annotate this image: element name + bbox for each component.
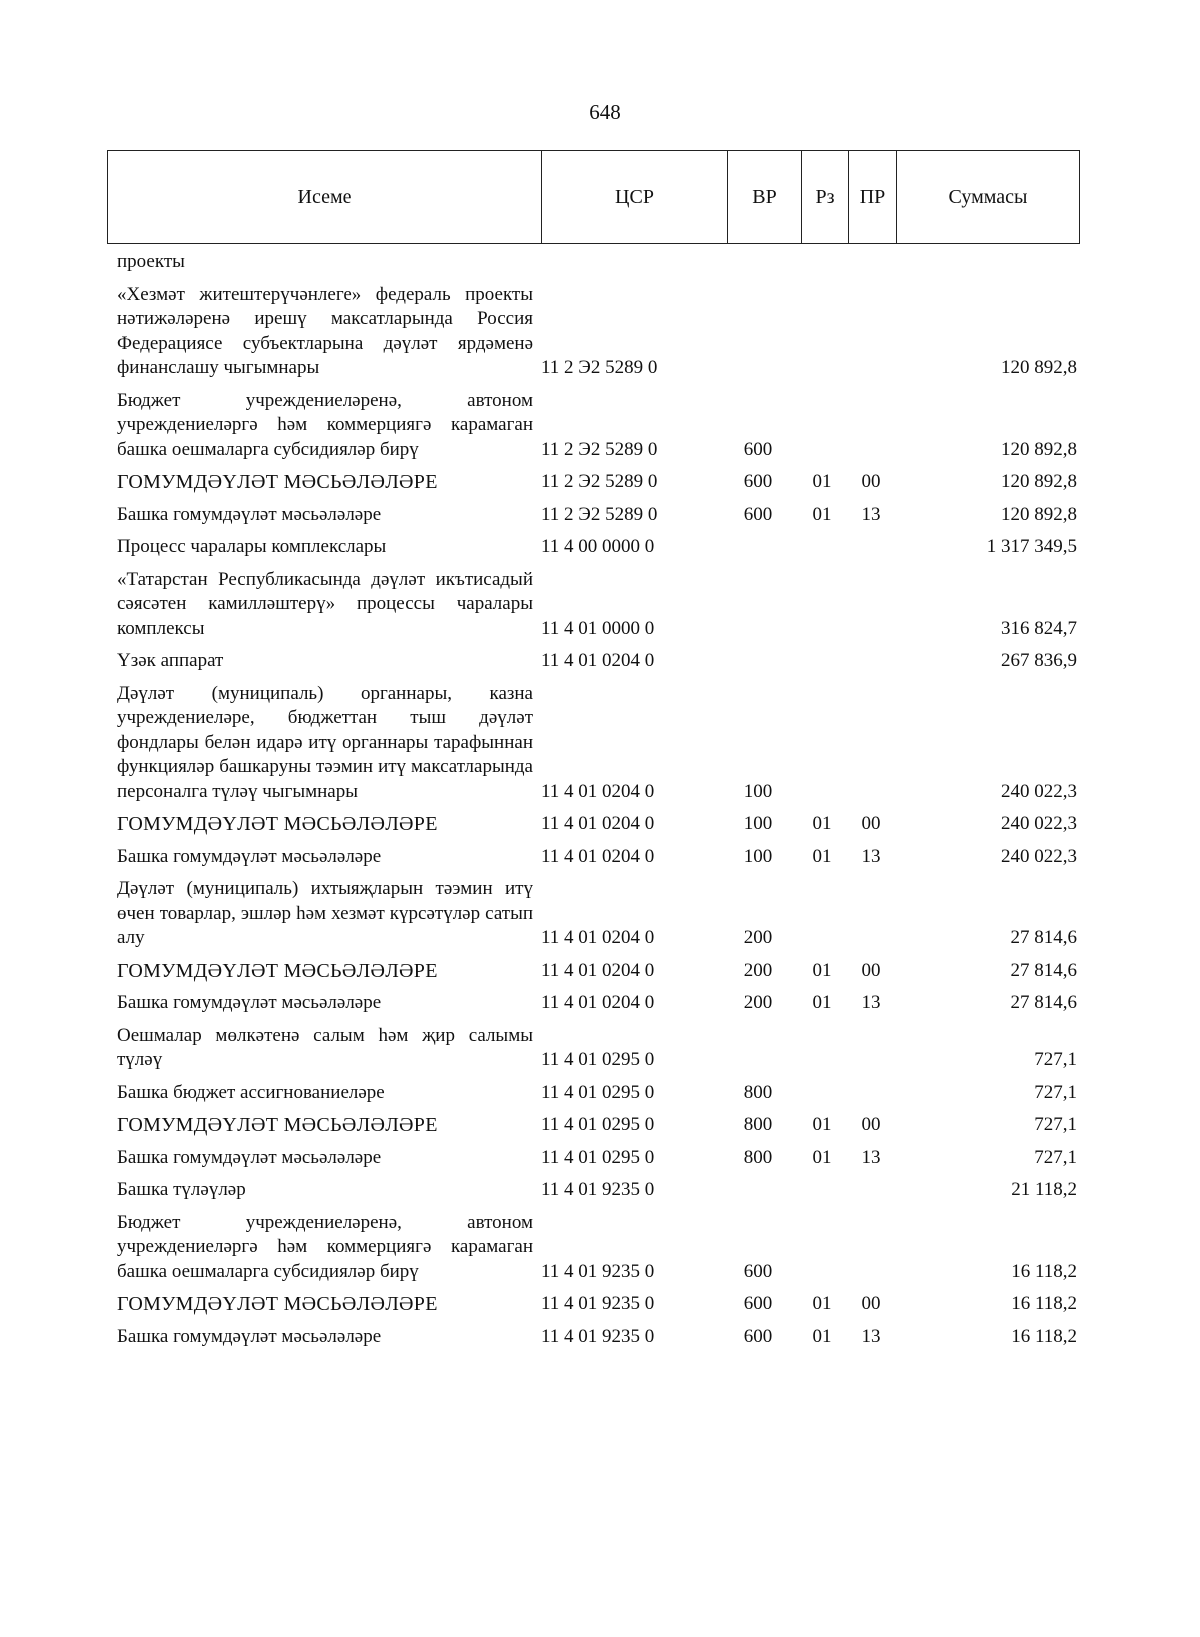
table-row bbox=[117, 467, 1077, 500]
row-vr-cell: 100 bbox=[743, 813, 773, 834]
row-csr-cell: 11 4 01 0204 0 bbox=[541, 845, 655, 867]
row-rz-cell: 01 bbox=[812, 1114, 832, 1135]
header-pr: ПР bbox=[849, 151, 897, 244]
row-pr-cell bbox=[847, 1021, 895, 1078]
table-row bbox=[117, 1289, 1077, 1322]
row-sum-cell: 727,1 bbox=[1034, 1081, 1077, 1103]
row-vr-cell: 600 bbox=[743, 1260, 773, 1282]
row-pr-cell: 00 bbox=[861, 1293, 881, 1314]
row-sum-cell: 16 118,2 bbox=[1011, 1260, 1077, 1282]
row-pr-cell bbox=[847, 565, 895, 647]
row-sum-cell: 27 814,6 bbox=[1010, 992, 1077, 1013]
row-pr-cell bbox=[847, 280, 895, 386]
row-name-cell: Үзәк аппарат bbox=[117, 650, 224, 671]
row-sum-cell: 120 892,8 bbox=[1001, 438, 1077, 460]
row-name-cell: «Татарстан Республикасында дәүләт икътисадый сәясәтен камилләштерү» процессы чаралары комплексы bbox=[117, 568, 533, 639]
row-csr-cell: 11 4 01 9235 0 bbox=[541, 1260, 655, 1282]
row-sum-cell: 727,1 bbox=[1034, 1049, 1077, 1070]
row-csr-cell: 11 2 Э2 5289 0 bbox=[541, 357, 658, 378]
row-pr-cell bbox=[847, 1078, 895, 1111]
row-vr-cell: 600 bbox=[743, 503, 773, 525]
row-name-cell: Башка гомумдәүләт мәсьәләләре bbox=[117, 1146, 382, 1168]
row-pr-cell bbox=[847, 1208, 895, 1290]
row-csr-cell: 11 2 Э2 5289 0 bbox=[541, 471, 658, 492]
row-rz-cell bbox=[797, 1021, 847, 1078]
row-sum-cell: 16 118,2 bbox=[1011, 1293, 1077, 1314]
table-row bbox=[117, 956, 1077, 989]
row-csr-cell: 11 4 01 0204 0 bbox=[541, 927, 655, 948]
row-sum-cell: 316 824,7 bbox=[1001, 617, 1077, 639]
row-vr-cell: 600 bbox=[743, 1325, 773, 1347]
row-rz-cell: 01 bbox=[812, 503, 832, 525]
row-rz-cell: 01 bbox=[812, 959, 832, 981]
row-vr-cell bbox=[719, 280, 797, 386]
row-sum-cell bbox=[895, 250, 1077, 280]
header-name: Исеме bbox=[108, 151, 542, 244]
table-row bbox=[117, 1322, 1077, 1355]
row-pr-cell bbox=[847, 250, 895, 280]
row-sum-cell: 727,1 bbox=[1034, 1114, 1077, 1135]
row-vr-cell bbox=[719, 646, 797, 679]
table-row bbox=[117, 565, 1077, 647]
row-rz-cell: 01 bbox=[812, 992, 832, 1013]
row-rz-cell bbox=[797, 280, 847, 386]
table-row bbox=[117, 1110, 1077, 1143]
row-vr-cell: 600 bbox=[743, 1293, 773, 1314]
table-row bbox=[117, 679, 1077, 810]
row-csr-cell: 11 4 01 0204 0 bbox=[541, 992, 655, 1013]
row-vr-cell: 100 bbox=[743, 780, 773, 802]
header-vr: ВР bbox=[728, 151, 802, 244]
row-vr-cell bbox=[719, 565, 797, 647]
table-row bbox=[117, 1021, 1077, 1078]
page-number: 648 bbox=[589, 100, 621, 124]
row-sum-cell: 27 814,6 bbox=[1010, 927, 1077, 948]
table-body bbox=[117, 250, 1077, 1354]
row-name-cell: Бюджет учреждениеләренә, автоном учреждениеләргә һәм коммерциягә карамаган башка оешмаларга субсидияләр бирү bbox=[117, 389, 533, 460]
table-row bbox=[117, 809, 1077, 842]
header-csr: ЦСР bbox=[542, 151, 728, 244]
row-name-cell: «Хезмәт житештерүчәнлеге» федераль проекты нәтижәләренә ирешү максатларында Россия Федерациясе субъектларына дәүләт ярдәменә финанслашу чыгымнары bbox=[117, 283, 533, 378]
row-vr-cell: 800 bbox=[743, 1081, 773, 1103]
table-row bbox=[117, 646, 1077, 679]
row-name-cell: Дәүләт (муниципаль) органнары, казна учреждениеләре, бюджеттан тыш дәүләт фондлары белән идарә итү органнары тарафыннан функцияләр башкаруны тәэмин итү максатларында персоналга түләү чыгымнары bbox=[117, 682, 533, 802]
table-row bbox=[117, 1175, 1077, 1208]
table-row bbox=[117, 1143, 1077, 1176]
row-rz-cell: 01 bbox=[812, 1325, 832, 1347]
header-rz: Рз bbox=[802, 151, 849, 244]
row-vr-cell bbox=[719, 1021, 797, 1078]
row-pr-cell: 13 bbox=[861, 1146, 881, 1168]
row-csr-cell: 11 4 01 0295 0 bbox=[541, 1114, 655, 1135]
row-sum-cell: 267 836,9 bbox=[1001, 650, 1077, 671]
table-row bbox=[117, 532, 1077, 565]
row-pr-cell bbox=[847, 532, 895, 565]
row-pr-cell: 00 bbox=[861, 471, 881, 492]
row-sum-cell: 120 892,8 bbox=[1001, 357, 1077, 378]
row-rz-cell: 01 bbox=[812, 813, 832, 834]
table-row bbox=[117, 874, 1077, 956]
row-pr-cell: 13 bbox=[861, 1325, 881, 1347]
row-name-cell: Бюджет учреждениеләренә, автоном учреждениеләргә һәм коммерциягә карамаган башка оешмаларга субсидияләр бирү bbox=[117, 1211, 533, 1282]
row-name-cell: Башка гомумдәүләт мәсьәләләре bbox=[117, 1325, 382, 1347]
table-row bbox=[117, 250, 1077, 280]
row-sum-cell: 240 022,3 bbox=[1001, 845, 1077, 867]
table-row bbox=[117, 842, 1077, 875]
row-name-cell: Башка гомумдәүләт мәсьәләләре bbox=[117, 845, 382, 867]
row-pr-cell bbox=[847, 679, 895, 810]
row-rz-cell bbox=[797, 874, 847, 956]
row-vr-cell: 600 bbox=[743, 471, 773, 492]
row-csr-cell: 11 2 Э2 5289 0 bbox=[541, 438, 658, 460]
row-name-cell: ГОМУМДӘҮЛӘТ МӘСЬӘЛӘЛӘРЕ bbox=[117, 1293, 438, 1315]
row-sum-cell: 21 118,2 bbox=[1011, 1179, 1077, 1200]
row-sum-cell: 120 892,8 bbox=[1001, 471, 1077, 492]
table-row bbox=[117, 1078, 1077, 1111]
row-rz-cell bbox=[797, 386, 847, 468]
row-name-cell: ГОМУМДӘҮЛӘТ МӘСЬӘЛӘЛӘРЕ bbox=[117, 959, 438, 982]
row-vr-cell: 100 bbox=[743, 845, 773, 867]
row-vr-cell: 200 bbox=[743, 959, 773, 981]
row-vr-cell: 600 bbox=[743, 438, 773, 460]
row-rz-cell bbox=[797, 646, 847, 679]
budget-table bbox=[117, 250, 1077, 1354]
row-name-cell: ГОМУМДӘҮЛӘТ МӘСЬӘЛӘЛӘРЕ bbox=[117, 1114, 438, 1136]
row-pr-cell: 00 bbox=[861, 959, 881, 981]
row-pr-cell bbox=[847, 646, 895, 679]
row-vr-cell bbox=[719, 1175, 797, 1208]
row-rz-cell bbox=[797, 679, 847, 810]
row-sum-cell: 240 022,3 bbox=[1001, 813, 1077, 834]
row-csr-cell: 11 4 01 9235 0 bbox=[541, 1325, 655, 1347]
row-csr-cell: 11 4 01 0204 0 bbox=[541, 780, 655, 802]
row-rz-cell bbox=[797, 250, 847, 280]
row-csr-cell: 11 4 01 0295 0 bbox=[541, 1081, 655, 1103]
row-rz-cell: 01 bbox=[812, 1146, 832, 1168]
row-pr-cell: 00 bbox=[861, 813, 881, 834]
row-csr-cell bbox=[541, 250, 719, 280]
row-vr-cell: 800 bbox=[743, 1146, 773, 1168]
row-rz-cell bbox=[797, 565, 847, 647]
row-sum-cell: 1 317 349,5 bbox=[986, 536, 1077, 557]
table-row bbox=[117, 280, 1077, 386]
row-vr-cell bbox=[719, 250, 797, 280]
row-sum-cell: 727,1 bbox=[1034, 1146, 1077, 1168]
row-pr-cell bbox=[847, 874, 895, 956]
row-csr-cell: 11 4 01 0000 0 bbox=[541, 617, 655, 639]
row-pr-cell bbox=[847, 386, 895, 468]
table-row bbox=[117, 386, 1077, 468]
row-name-cell: Башка гомумдәүләт мәсьәләләре bbox=[117, 992, 382, 1013]
table-row bbox=[117, 1208, 1077, 1290]
row-csr-cell: 11 2 Э2 5289 0 bbox=[541, 503, 658, 525]
row-csr-cell: 11 4 01 9235 0 bbox=[541, 1179, 655, 1200]
row-csr-cell: 11 4 01 0295 0 bbox=[541, 1049, 655, 1070]
row-csr-cell: 11 4 01 0295 0 bbox=[541, 1146, 655, 1168]
row-rz-cell bbox=[797, 1208, 847, 1290]
row-rz-cell: 01 bbox=[812, 845, 832, 867]
row-rz-cell bbox=[797, 1078, 847, 1111]
row-pr-cell: 00 bbox=[861, 1114, 881, 1135]
row-rz-cell bbox=[797, 532, 847, 565]
row-name-cell: Башка бюджет ассигнованиеләре bbox=[117, 1081, 385, 1103]
row-csr-cell: 11 4 01 0204 0 bbox=[541, 959, 655, 981]
row-rz-cell bbox=[797, 1175, 847, 1208]
row-sum-cell: 16 118,2 bbox=[1011, 1325, 1077, 1347]
row-vr-cell: 200 bbox=[743, 927, 773, 948]
row-csr-cell: 11 4 01 0204 0 bbox=[541, 813, 655, 834]
row-pr-cell: 13 bbox=[861, 503, 881, 525]
row-name-cell: Оешмалар мөлкәтенә салым һәм җир салымы түләү bbox=[117, 1024, 533, 1070]
row-vr-cell: 800 bbox=[743, 1114, 773, 1135]
table-row bbox=[117, 500, 1077, 533]
row-rz-cell: 01 bbox=[812, 471, 832, 492]
row-rz-cell: 01 bbox=[812, 1293, 832, 1314]
table-header bbox=[107, 150, 1080, 244]
row-vr-cell: 200 bbox=[743, 992, 773, 1013]
row-name-cell: Дәүләт (муниципаль) ихтыяҗларын тәэмин итү өчен товарлар, эшләр һәм хезмәт күрсәтүләр сатып алу bbox=[117, 878, 533, 948]
row-csr-cell: 11 4 01 0204 0 bbox=[541, 650, 655, 671]
table-row bbox=[117, 988, 1077, 1021]
row-pr-cell: 13 bbox=[861, 845, 881, 867]
header-sum: Суммасы bbox=[897, 151, 1080, 244]
row-name-cell: Процесс чаралары комплекслары bbox=[117, 536, 387, 557]
row-name-cell: ГОМУМДӘҮЛӘТ МӘСЬӘЛӘЛӘРЕ bbox=[117, 813, 438, 835]
row-sum-cell: 120 892,8 bbox=[1001, 503, 1077, 525]
row-name-cell: проекты bbox=[117, 251, 185, 272]
row-sum-cell: 27 814,6 bbox=[1010, 959, 1077, 981]
row-vr-cell bbox=[719, 532, 797, 565]
row-csr-cell: 11 4 00 0000 0 bbox=[541, 536, 655, 557]
row-name-cell: ГОМУМДӘҮЛӘТ МӘСЬӘЛӘЛӘРЕ bbox=[117, 471, 438, 493]
row-pr-cell bbox=[847, 1175, 895, 1208]
row-name-cell: Башка гомумдәүләт мәсьәләләре bbox=[117, 503, 382, 525]
row-pr-cell: 13 bbox=[861, 992, 881, 1013]
row-name-cell: Башка түләүләр bbox=[117, 1179, 246, 1200]
row-csr-cell: 11 4 01 9235 0 bbox=[541, 1293, 655, 1314]
row-sum-cell: 240 022,3 bbox=[1001, 780, 1077, 802]
